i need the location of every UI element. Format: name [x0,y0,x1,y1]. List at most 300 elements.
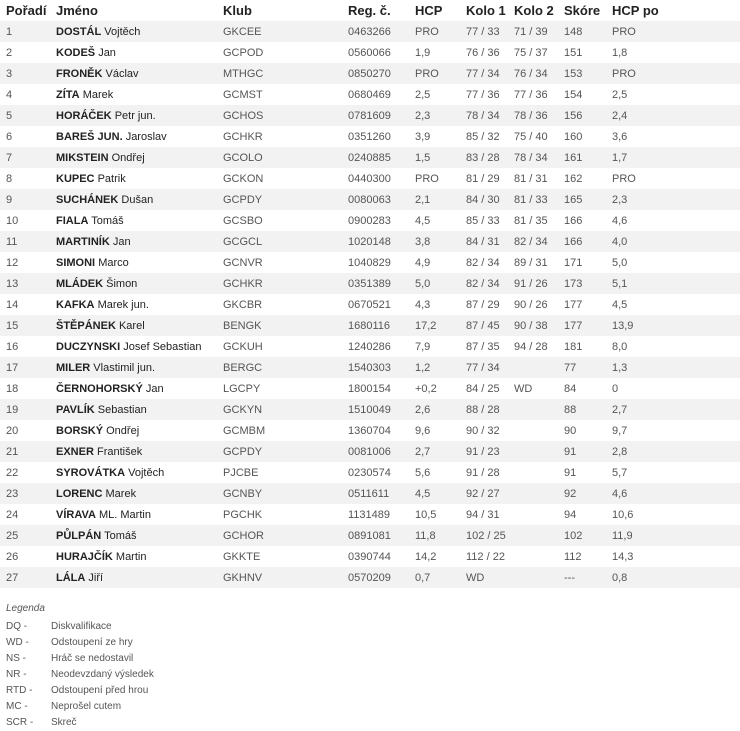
round1-cell: 87 / 35 [466,340,500,353]
round2-cell [514,357,564,378]
round2-cell: 81 / 31 [514,172,548,185]
table-row [0,567,740,588]
position-cell: 12 [6,256,19,269]
round2-cell: 78 / 34 [514,147,564,168]
player-surname: BORSKÝ [56,424,104,437]
score-cell: 160 [564,130,583,143]
reg-cell: 0440300 [348,172,391,185]
hcp-after-cell: 11,9 [612,525,740,546]
club-cell: GCKUH [223,340,263,353]
round1-cell: 77 / 34 [466,357,514,378]
hcp-cell: 5,6 [415,466,431,479]
score-cell: 91 [564,466,577,479]
legend-text: Odstoupení ze hry [51,637,133,648]
hcp-cell: 1,2 [415,357,466,378]
score-cell: 88 [564,399,612,420]
round1-cell: 84 / 25 [466,382,500,395]
position-cell: 25 [0,525,56,546]
score-cell: 166 [564,231,612,252]
player-firstname: Ondřej [111,151,145,164]
player-surname: PŮLPÁN [56,529,102,542]
score-cell: 165 [564,189,612,210]
club-cell: GCPOD [223,46,264,59]
hcp-cell: 9,6 [415,424,431,437]
position-cell: 13 [0,273,56,294]
hcp-cell: PRO [415,172,439,185]
player-firstname: Vojtěch [128,466,165,479]
legend-items [6,619,154,731]
club-cell: GCKON [223,172,264,185]
round2-cell: 94 / 28 [514,340,548,353]
club-cell: GCHKR [223,273,348,294]
reg-cell: 1240286 [348,340,391,353]
round1-cell: 82 / 34 [466,256,500,269]
reg-cell: 0900283 [348,214,391,227]
hcp-after-cell: 14,3 [612,550,634,563]
round2-cell [514,420,564,441]
round1-cell: 84 / 30 [466,189,514,210]
round2-cell [514,567,564,588]
score-cell: 153 [564,63,612,84]
table-row [0,63,740,84]
position-cell: 7 [0,147,56,168]
player-surname: EXNER [56,445,94,458]
table-row [0,231,740,252]
score-cell: 90 [564,424,577,437]
hcp-after-cell: 2,7 [612,399,740,420]
club-cell: GKKTE [223,550,261,563]
name-cell [56,63,223,84]
legend-abbr: WD - [6,637,29,648]
club-cell: GCPDY [223,441,348,462]
hcp-after-cell: 4,0 [612,231,740,252]
position-cell: 9 [0,189,56,210]
hcp-cell: 3,9 [415,130,431,143]
round1-cell: 91 / 23 [466,441,514,462]
hcp-cell: 2,3 [415,105,466,126]
club-cell: MTHGC [223,63,348,84]
hcp-cell: PRO [415,63,466,84]
player-surname: ZÍTA [56,88,80,101]
player-firstname: Sebastian [97,403,147,416]
score-cell: 148 [564,21,612,42]
hcp-after-cell: 3,6 [612,130,628,143]
name-cell [56,231,223,252]
hcp-cell: 0,7 [415,567,466,588]
legend-item [6,667,154,683]
hcp-after-cell: PRO [612,172,636,185]
player-surname: MLÁDEK [56,277,104,290]
name-cell [56,462,223,483]
header-reg: Reg. č. [348,3,391,18]
round2-cell: 81 / 33 [514,189,564,210]
legend-abbr: NR - [6,669,27,680]
round1-cell: 85 / 33 [466,214,500,227]
reg-cell: 1800154 [348,382,391,395]
hcp-after-cell: 1,8 [612,46,628,59]
reg-cell: 1040829 [348,256,391,269]
player-firstname: Vojtěch [104,25,141,38]
round1-cell: 83 / 28 [466,147,514,168]
table-row [0,42,740,63]
legend-text: Skreč [51,717,77,728]
round1-cell: 84 / 31 [466,231,514,252]
club-cell: GCMST [223,88,263,101]
player-firstname: Jiří [88,571,104,584]
player-firstname: Jan [98,46,116,59]
club-cell: GKHNV [223,567,348,588]
reg-cell: 0670521 [348,298,391,311]
table-row [0,378,740,399]
player-firstname: Karel [118,319,145,332]
legend-title: Legenda [6,603,45,614]
score-cell: 177 [564,315,612,336]
reg-cell: 0230574 [348,466,391,479]
score-cell: 166 [564,214,583,227]
player-surname: SIMONI [56,256,96,269]
name-cell [56,84,223,105]
player-surname: LÁLA [56,571,86,584]
player-surname: HURAJČÍK [56,550,113,563]
header-hcp: HCP [415,3,443,18]
table-row [0,315,740,336]
hcp-after-cell: 4,6 [612,214,628,227]
legend-item [6,635,154,651]
player-firstname: Dušan [121,193,154,206]
results-body [0,21,740,588]
hcp-after-cell: 10,6 [612,508,634,521]
header-position: Pořadí [6,3,47,18]
club-cell: GCSBO [223,214,263,227]
table-row [0,483,740,504]
header-row [0,0,740,21]
legend-abbr: MC - [6,701,28,712]
club-cell: GCPDY [223,189,348,210]
round2-cell: 81 / 35 [514,214,548,227]
player-firstname: František [96,445,143,458]
club-cell: GCKYN [223,399,348,420]
table-row [0,399,740,420]
club-cell: GCMBM [223,424,266,437]
hcp-after-cell: 1,7 [612,147,740,168]
hcp-cell: 1,9 [415,46,431,59]
legend-item [6,651,154,667]
score-cell: 77 [564,357,612,378]
score-cell: 112 [564,550,582,563]
club-cell: PGCHK [223,508,263,521]
score-cell: 154 [564,88,583,101]
hcp-cell: 1,5 [415,147,466,168]
player-firstname: Marek [105,487,137,500]
hcp-after-cell: 13,9 [612,315,740,336]
hcp-after-cell: PRO [612,21,740,42]
round2-cell: 90 / 26 [514,298,548,311]
table-row [0,210,740,231]
header-score: Skóre [564,3,601,18]
hcp-after-cell: 0 [612,382,619,395]
score-cell: 156 [564,105,612,126]
round2-cell: 82 / 34 [514,231,564,252]
player-firstname: Marek jun. [97,298,149,311]
score-cell: 161 [564,147,612,168]
club-cell: GCGCL [223,231,348,252]
round1-cell: 92 / 27 [466,483,514,504]
name-cell [56,567,223,588]
header-round1: Kolo 1 [466,3,506,18]
name-cell [56,504,223,525]
score-cell: 84 [564,382,577,395]
club-cell: GKCEE [223,21,348,42]
round2-cell: 90 / 38 [514,315,564,336]
table-row [0,105,740,126]
round1-cell: 87 / 29 [466,298,500,311]
hcp-cell: 4,9 [415,256,431,269]
legend-abbr: NS - [6,653,26,664]
reg-cell: 1131489 [348,508,391,521]
hcp-after-cell: 2,8 [612,441,740,462]
name-cell [56,378,223,399]
position-cell: 10 [6,214,19,227]
header-hcp-after: HCP po [612,3,659,18]
table-row [0,504,740,525]
player-surname: ŠTĚPÁNEK [56,319,116,332]
table-row [0,21,740,42]
round1-cell: 87 / 45 [466,315,514,336]
position-cell: 17 [0,357,56,378]
club-cell: GCHOR [223,525,348,546]
position-cell: 8 [6,172,13,185]
round2-cell [514,441,564,462]
hcp-cell: 17,2 [415,315,466,336]
hcp-after-cell: 5,7 [612,466,628,479]
name-cell [56,252,223,273]
round2-cell: 75 / 37 [514,46,548,59]
legend-abbr: SCR - [6,717,34,728]
position-cell: 4 [6,88,13,101]
hcp-cell: 2,1 [415,189,466,210]
club-cell: BERGC [223,357,348,378]
score-cell: 162 [564,172,583,185]
player-surname: VÍRAVA [56,508,96,521]
legend-abbr: RTD - [6,685,33,696]
player-firstname: ML. Martin [99,508,151,521]
hcp-cell: 2,7 [415,441,466,462]
name-cell [56,147,223,168]
round2-cell: 78 / 36 [514,105,564,126]
hcp-after-cell: 4,6 [612,483,740,504]
hcp-after-cell: 5,0 [612,256,628,269]
player-firstname: Šimon [106,277,138,290]
player-surname: MARTINÍK [56,235,110,248]
name-cell [56,483,223,504]
player-firstname: Ondřej [106,424,140,437]
score-cell: 91 [564,441,612,462]
hcp-cell: 4,5 [415,214,431,227]
player-surname: BAREŠ JUN. [56,130,123,143]
hcp-after-cell: 5,1 [612,273,740,294]
name-cell [56,126,223,147]
name-cell [56,189,223,210]
reg-cell: 0511611 [348,483,415,504]
reg-cell: 0570209 [348,567,415,588]
reg-cell: 1680116 [348,315,415,336]
position-cell: 16 [6,340,19,353]
club-cell: GCHOS [223,105,348,126]
round1-cell: WD [466,567,514,588]
legend-text: Odstoupení před hrou [51,685,149,696]
legend-abbr: DQ - [6,621,28,632]
round2-cell: 76 / 34 [514,63,564,84]
hcp-after-cell: 0,8 [612,567,740,588]
player-firstname: Tomáš [91,214,124,227]
player-surname: FIALA [56,214,89,227]
position-cell: 26 [6,550,19,563]
round2-cell: 91 / 26 [514,273,564,294]
player-surname: KODEŠ [56,46,96,59]
position-cell: 3 [0,63,56,84]
round1-cell: 112 / 22 [466,550,505,563]
legend-item [6,699,154,715]
round1-cell: 90 / 32 [466,424,500,437]
club-cell: BENGK [223,315,348,336]
player-surname: DUCZYNSKI [56,340,121,353]
reg-cell: 1540303 [348,357,415,378]
round2-cell: 89 / 31 [514,256,548,269]
legend-item [6,619,154,635]
score-cell: 102 [564,525,612,546]
position-cell: 15 [0,315,56,336]
round2-cell [514,504,564,525]
player-surname: HORÁČEK [56,109,112,122]
table-row [0,357,740,378]
hcp-cell: 7,9 [415,340,431,353]
legend-text: Hráč se nedostavil [51,653,134,664]
table-row [0,441,740,462]
name-cell [56,294,223,315]
round2-cell: 77 / 36 [514,88,548,101]
player-firstname: Vlastimil jun. [93,361,156,374]
legend-item [6,715,154,731]
score-cell: 177 [564,298,583,311]
position-cell: 23 [0,483,56,504]
reg-cell: 0560066 [348,46,391,59]
reg-cell: 0080063 [348,189,415,210]
player-firstname: Jan [145,382,164,395]
name-cell [56,420,223,441]
name-cell [56,42,223,63]
score-cell: 151 [564,46,583,59]
round2-cell [514,399,564,420]
club-cell: GCOLO [223,147,348,168]
reg-cell: 0240885 [348,147,415,168]
club-cell: GCHKR [223,130,263,143]
player-surname: DOSTÁL [56,25,102,38]
round2-cell: 71 / 39 [514,21,564,42]
score-cell: 181 [564,340,583,353]
round2-cell [514,462,564,483]
table-row [0,84,740,105]
name-cell [56,336,223,357]
name-cell [56,357,223,378]
position-cell: 18 [6,382,19,395]
round2-cell: 75 / 40 [514,130,548,143]
legend-text: Neprošel cutem [51,701,122,712]
club-cell: GKCBR [223,298,263,311]
club-cell: GCNVR [223,256,263,269]
player-surname: SUCHÁNEK [56,193,119,206]
round1-cell: 88 / 28 [466,399,514,420]
hcp-cell: 3,8 [415,231,466,252]
score-cell: 173 [564,273,612,294]
reg-cell: 0081006 [348,441,415,462]
player-surname: SYROVÁTKA [56,466,126,479]
round1-cell: 102 / 25 [466,525,514,546]
table-row [0,525,740,546]
hcp-cell: 4,5 [415,483,466,504]
reg-cell: 1020148 [348,231,415,252]
score-cell: 171 [564,256,583,269]
hcp-cell: 11,8 [415,525,466,546]
round1-cell: 82 / 34 [466,273,514,294]
table-row [0,273,740,294]
round1-cell: 91 / 28 [466,466,500,479]
round2-cell [514,546,564,567]
hcp-cell: 14,2 [415,550,437,563]
player-firstname: Petr jun. [114,109,156,122]
round1-cell: 76 / 36 [466,46,500,59]
player-surname: ČERNOHORSKÝ [56,382,143,395]
table-row [0,294,740,315]
player-firstname: Tomáš [104,529,137,542]
name-cell [56,399,223,420]
club-cell: GCNBY [223,483,348,504]
name-cell [56,21,223,42]
hcp-after-cell: 2,3 [612,189,740,210]
player-surname: LORENC [56,487,103,500]
hcp-after-cell: 9,7 [612,424,628,437]
reg-cell: 0390744 [348,550,391,563]
hcp-after-cell: 2,4 [612,105,740,126]
hcp-cell: +0,2 [415,382,437,395]
round1-cell: 78 / 34 [466,105,514,126]
table-row [0,147,740,168]
position-cell: 20 [6,424,19,437]
hcp-after-cell: 8,0 [612,340,628,353]
name-cell [56,210,223,231]
hcp-cell: 2,6 [415,399,466,420]
table-row [0,420,740,441]
score-cell: --- [564,567,612,588]
hcp-after-cell: PRO [612,63,740,84]
hcp-cell: 2,5 [415,88,431,101]
player-surname: MIKSTEIN [56,151,109,164]
position-cell: 24 [6,508,19,521]
player-firstname: Patrik [97,172,126,185]
reg-cell: 0351260 [348,130,391,143]
position-cell: 27 [0,567,56,588]
position-cell: 19 [0,399,56,420]
player-firstname: Jan [112,235,131,248]
reg-cell: 0680469 [348,88,391,101]
player-surname: MILER [56,361,91,374]
player-firstname: Václav [105,67,139,80]
table-row [0,168,740,189]
header-club: Klub [223,3,252,18]
reg-cell: 0463266 [348,21,415,42]
round1-cell: 77 / 33 [466,21,514,42]
name-cell [56,315,223,336]
position-cell: 11 [0,231,56,252]
